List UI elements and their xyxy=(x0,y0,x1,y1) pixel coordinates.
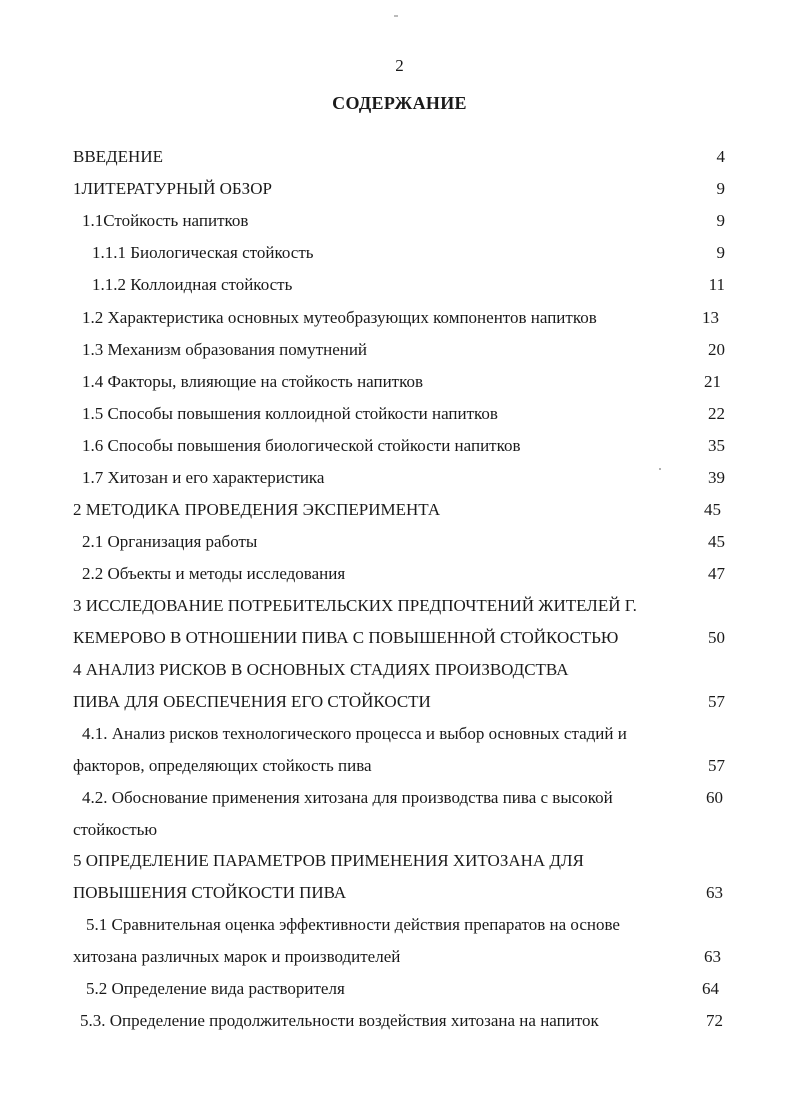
toc-entry xyxy=(0,628,799,652)
toc-entry xyxy=(0,660,799,684)
toc-entry xyxy=(0,788,799,812)
toc-entry xyxy=(0,979,799,1003)
page-number: 2 xyxy=(395,56,404,75)
toc-entry-text: ВВЕДЕНИЕ xyxy=(73,147,163,166)
toc-entry-page: 13 xyxy=(702,308,719,327)
toc-entry-page: 22 xyxy=(708,404,725,423)
toc-entry-page: 57 xyxy=(708,692,725,711)
toc-entry-page: 4 xyxy=(716,147,725,166)
toc-entry xyxy=(0,340,799,364)
toc-entry-text: 4 АНАЛИЗ РИСКОВ В ОСНОВНЫХ СТАДИЯХ ПРОИЗВОДСТВА xyxy=(73,660,569,679)
toc-entry-page: 63 xyxy=(706,883,723,902)
toc-entry xyxy=(0,883,799,907)
toc-entry-text: 2 МЕТОДИКА ПРОВЕДЕНИЯ ЭКСПЕРИМЕНТА xyxy=(73,500,441,519)
toc-entry xyxy=(0,404,799,428)
toc-entry xyxy=(0,851,799,875)
toc-entry-text: 4.1. Анализ рисков технологического процесса и выбор основных стадий и xyxy=(82,724,627,743)
toc-entry xyxy=(0,147,799,171)
toc-entry xyxy=(0,179,799,203)
toc-entry-page: 45 xyxy=(708,532,725,551)
toc-entry-text: хитозана различных марок и производителей xyxy=(73,947,401,966)
toc-entry xyxy=(0,532,799,556)
toc-entry-page: 11 xyxy=(708,275,725,294)
toc-entry-text: 5.2 Определение вида растворителя xyxy=(86,979,345,998)
toc-title: СОДЕРЖАНИЕ xyxy=(332,93,467,113)
toc-entry xyxy=(0,275,799,299)
toc-entry-page: 63 xyxy=(704,947,721,966)
toc-entry-text: 5.1 Сравнительная оценка эффективности действия препаратов на основе xyxy=(86,915,620,934)
toc-entry-text: 1.1.1 Биологическая стойкость xyxy=(92,243,314,262)
toc-entry-page: 60 xyxy=(706,788,723,807)
toc-entry-text: 1.5 Способы повышения коллоидной стойкости напитков xyxy=(82,404,498,423)
toc-entry xyxy=(0,243,799,267)
toc-entry-page: 9 xyxy=(716,211,725,230)
toc-entry xyxy=(0,596,799,620)
toc-entry-text: ПИВА ДЛЯ ОБЕСПЕЧЕНИЯ ЕГО СТОЙКОСТИ xyxy=(73,692,431,711)
toc-entry-text: 1.4 Факторы, влияющие на стойкость напитков xyxy=(82,372,424,391)
toc-entry xyxy=(0,724,799,748)
toc-entry-text: 1.2 Характеристика основных мутеобразующих компонентов напитков xyxy=(82,308,597,327)
toc-entry-text: 5 ОПРЕДЕЛЕНИЕ ПАРАМЕТРОВ ПРИМЕНЕНИЯ ХИТОЗАНА ДЛЯ xyxy=(73,851,584,870)
scan-mark xyxy=(394,15,398,17)
toc-entry-text: 1.3 Механизм образования помутнений xyxy=(82,340,368,359)
toc-entry-page: 35 xyxy=(708,436,725,455)
toc-entry-page: 47 xyxy=(708,564,725,583)
toc-entry xyxy=(0,756,799,780)
toc-entry xyxy=(0,372,799,396)
toc-entry xyxy=(0,468,799,492)
toc-entry-page: 57 xyxy=(708,756,725,775)
toc-entry-page: 9 xyxy=(716,243,725,262)
toc-entry-page: 50 xyxy=(708,628,725,647)
toc-entry-page: 39 xyxy=(708,468,725,487)
toc-entry xyxy=(0,436,799,460)
toc-entry-text: 2.2 Объекты и методы исследования xyxy=(82,564,346,583)
toc-entry xyxy=(0,820,799,844)
toc-entry-text: стойкостью xyxy=(73,820,158,839)
toc-entry-page: 64 xyxy=(702,979,719,998)
toc-entry xyxy=(0,1011,799,1035)
toc-entry-page: 45 xyxy=(704,500,721,519)
toc-entry-text: 4.2. Обоснование применения хитозана для производства пива с высокой xyxy=(82,788,613,807)
toc-entry xyxy=(0,564,799,588)
toc-entry-text: ПОВЫШЕНИЯ СТОЙКОСТИ ПИВА xyxy=(73,883,347,902)
toc-entry-page: 21 xyxy=(704,372,721,391)
toc-entry-page: 9 xyxy=(716,179,725,198)
toc-entry-page: 20 xyxy=(708,340,725,359)
toc-entry-text: 1.1.2 Коллоидная стойкость xyxy=(92,275,293,294)
toc-entry-text: 3 ИССЛЕДОВАНИЕ ПОТРЕБИТЕЛЬСКИХ ПРЕДПОЧТЕНИЙ ЖИТЕЛЕЙ Г. xyxy=(73,596,637,615)
toc-entry xyxy=(0,500,799,524)
toc-entry-page: 72 xyxy=(706,1011,723,1030)
toc-entry-text: факторов, определяющих стойкость пива xyxy=(73,756,372,775)
toc-entry-text: 5.3. Определение продолжительности воздействия хитозана на напиток xyxy=(80,1011,599,1030)
toc-entry xyxy=(0,211,799,235)
toc-entry xyxy=(0,915,799,939)
toc-entry-text: 1.1Стойкость напитков xyxy=(82,211,249,230)
toc-entry xyxy=(0,308,799,332)
toc-entry-text: 2.1 Организация работы xyxy=(82,532,258,551)
toc-entry xyxy=(0,692,799,716)
toc-entry-text: 1ЛИТЕРАТУРНЫЙ ОБЗОР xyxy=(73,179,272,198)
toc-entry-text: 1.7 Хитозан и его характеристика xyxy=(82,468,325,487)
toc-entry xyxy=(0,947,799,971)
toc-entry-text: 1.6 Способы повышения биологической стойкости напитков xyxy=(82,436,521,455)
toc-entry-text: КЕМЕРОВО В ОТНОШЕНИИ ПИВА С ПОВЫШЕННОЙ СТОЙКОСТЬЮ xyxy=(73,628,619,647)
